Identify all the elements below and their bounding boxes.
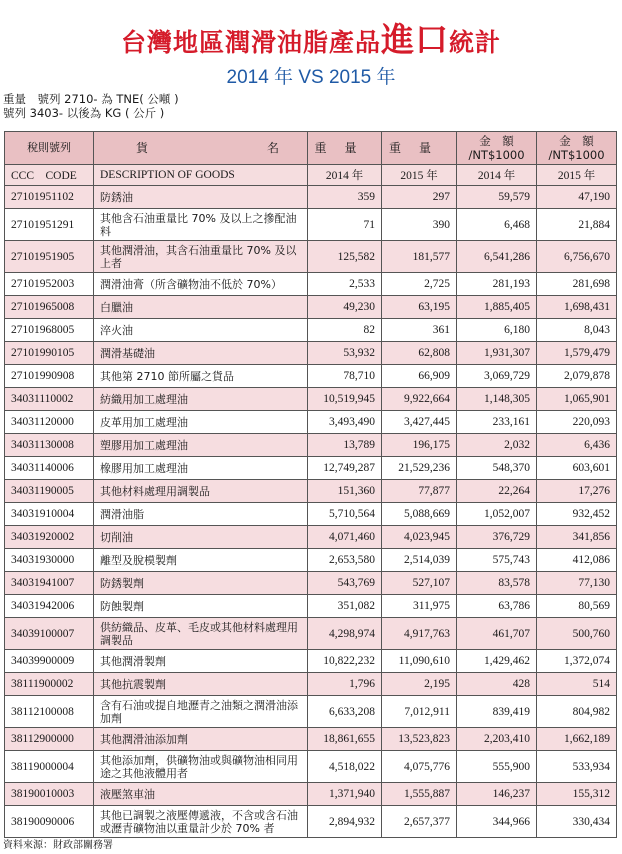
header-description — [94, 132, 308, 165]
cell-amount-2015: 603,601 — [537, 457, 617, 480]
cell-weight-2015: 11,090,610 — [382, 650, 457, 673]
cell-code: 34031140006 — [5, 457, 94, 480]
cell-description: 潤滑油膏（所含礦物油不低於 70%） — [94, 273, 308, 296]
table-row — [5, 503, 617, 526]
cell-description: 其他抗震製劑 — [94, 673, 308, 696]
table-row — [5, 650, 617, 673]
cell-amount-2015: 220,093 — [537, 411, 617, 434]
table-row — [5, 209, 617, 241]
cell-amount-2014: 22,264 — [457, 480, 537, 503]
cell-amount-2015: 1,372,074 — [537, 650, 617, 673]
cell-amount-2015: 500,760 — [537, 618, 617, 650]
cell-weight-2014: 13,789 — [308, 434, 382, 457]
cell-weight-2014: 151,360 — [308, 480, 382, 503]
cell-amount-2014: 1,885,405 — [457, 296, 537, 319]
cell-description: 皮革用加工處理油 — [94, 411, 308, 434]
cell-weight-2014: 71 — [308, 209, 382, 241]
subheader-code: CCC CODE — [5, 165, 94, 186]
header-amount-label: 金 額 — [479, 134, 514, 148]
cell-code: 34031130008 — [5, 434, 94, 457]
subheader-description: DESCRIPTION OF GOODS — [94, 165, 308, 186]
cell-weight-2015: 4,023,945 — [382, 526, 457, 549]
cell-amount-2015: 514 — [537, 673, 617, 696]
cell-amount-2015: 6,436 — [537, 434, 617, 457]
cell-weight-2014: 78,710 — [308, 365, 382, 388]
cell-code: 38190090006 — [5, 806, 94, 838]
cell-code: 34031910004 — [5, 503, 94, 526]
cell-weight-2015: 13,523,823 — [382, 728, 457, 751]
header-weight-2014: 重量 — [308, 132, 382, 165]
cell-weight-2014: 3,493,490 — [308, 411, 382, 434]
cell-amount-2015: 77,130 — [537, 572, 617, 595]
cell-amount-2015: 1,579,479 — [537, 342, 617, 365]
cell-weight-2014: 10,822,232 — [308, 650, 382, 673]
cell-weight-2015: 5,088,669 — [382, 503, 457, 526]
cell-code: 27101951905 — [5, 241, 94, 273]
cell-amount-2014: 2,032 — [457, 434, 537, 457]
cell-weight-2014: 1,796 — [308, 673, 382, 696]
cell-description: 其他材料處理用調製品 — [94, 480, 308, 503]
header-desc-right: 名 — [266, 141, 279, 155]
table-row — [5, 728, 617, 751]
cell-description: 潤滑油脂 — [94, 503, 308, 526]
subheader-amount-2014: 2014 年 — [457, 165, 537, 186]
cell-code: 34031941007 — [5, 572, 94, 595]
cell-weight-2014: 10,519,945 — [308, 388, 382, 411]
cell-amount-2015: 17,276 — [537, 480, 617, 503]
cell-amount-2015: 330,434 — [537, 806, 617, 838]
cell-description: 切削油 — [94, 526, 308, 549]
unit-note-1: 重量 號列 2710- 為 TNE( 公噸 ) — [3, 92, 179, 106]
cell-amount-2014: 461,707 — [457, 618, 537, 650]
unit-note-2: 號列 3403- 以後為 KG ( 公斤 ) — [3, 106, 165, 120]
table-row — [5, 319, 617, 342]
cell-description: 白臘油 — [94, 296, 308, 319]
cell-amount-2014: 344,966 — [457, 806, 537, 838]
cell-description: 潤滑基礎油 — [94, 342, 308, 365]
cell-description: 離型及脫模製劑 — [94, 549, 308, 572]
cell-amount-2014: 2,203,410 — [457, 728, 537, 751]
cell-weight-2015: 297 — [382, 186, 457, 209]
header-amount-2015 — [537, 132, 617, 165]
cell-description: 其他已調製之液壓傳遞液，不含或含石油或瀝青礦物油以重量計少於 70% 者 — [94, 806, 308, 838]
cell-amount-2014: 1,052,007 — [457, 503, 537, 526]
cell-amount-2014: 6,180 — [457, 319, 537, 342]
table-row — [5, 388, 617, 411]
cell-weight-2015: 311,975 — [382, 595, 457, 618]
table-subheader-row — [5, 165, 617, 186]
cell-description: 含有石油或提自地瀝青之油類之潤滑油添加劑 — [94, 696, 308, 728]
cell-weight-2015: 9,922,664 — [382, 388, 457, 411]
cell-weight-2014: 12,749,287 — [308, 457, 382, 480]
cell-weight-2015: 3,427,445 — [382, 411, 457, 434]
header-amount-2014 — [457, 132, 537, 165]
cell-weight-2014: 359 — [308, 186, 382, 209]
cell-amount-2015: 47,190 — [537, 186, 617, 209]
table-row — [5, 480, 617, 503]
table-row — [5, 457, 617, 480]
cell-weight-2015: 66,909 — [382, 365, 457, 388]
cell-code: 38112100008 — [5, 696, 94, 728]
table-row — [5, 806, 617, 838]
cell-code: 34031930000 — [5, 549, 94, 572]
cell-description: 其他潤滑油添加劑 — [94, 728, 308, 751]
cell-code: 34031920002 — [5, 526, 94, 549]
cell-amount-2015: 2,079,878 — [537, 365, 617, 388]
cell-code: 27101952003 — [5, 273, 94, 296]
cell-weight-2014: 2,894,932 — [308, 806, 382, 838]
subheader-weight-2015: 2015 年 — [382, 165, 457, 186]
table-header-row — [5, 132, 617, 165]
cell-code: 27101951291 — [5, 209, 94, 241]
cell-description: 供紡織品、皮革、毛皮或其他材料處理用調製品 — [94, 618, 308, 650]
cell-weight-2014: 1,371,940 — [308, 783, 382, 806]
table-row — [5, 296, 617, 319]
cell-amount-2015: 8,043 — [537, 319, 617, 342]
table-row — [5, 751, 617, 783]
cell-amount-2014: 59,579 — [457, 186, 537, 209]
cell-weight-2014: 5,710,564 — [308, 503, 382, 526]
cell-weight-2015: 2,657,377 — [382, 806, 457, 838]
cell-weight-2015: 2,725 — [382, 273, 457, 296]
table-row — [5, 241, 617, 273]
cell-code: 27101951102 — [5, 186, 94, 209]
cell-code: 27101965008 — [5, 296, 94, 319]
cell-weight-2014: 4,071,460 — [308, 526, 382, 549]
header-code: 稅則號列 — [5, 132, 94, 165]
cell-amount-2015: 21,884 — [537, 209, 617, 241]
cell-weight-2015: 1,555,887 — [382, 783, 457, 806]
cell-weight-2015: 2,195 — [382, 673, 457, 696]
cell-amount-2014: 1,931,307 — [457, 342, 537, 365]
cell-description: 淬火油 — [94, 319, 308, 342]
cell-description: 其他含石油重量比 70% 及以上之摻配油料 — [94, 209, 308, 241]
cell-description: 其他潤滑製劑 — [94, 650, 308, 673]
table-row — [5, 273, 617, 296]
cell-amount-2015: 804,982 — [537, 696, 617, 728]
cell-weight-2014: 2,533 — [308, 273, 382, 296]
cell-code: 38190010003 — [5, 783, 94, 806]
cell-code: 34031942006 — [5, 595, 94, 618]
cell-amount-2015: 281,698 — [537, 273, 617, 296]
cell-code: 38111900002 — [5, 673, 94, 696]
table-row — [5, 783, 617, 806]
cell-weight-2014: 4,518,022 — [308, 751, 382, 783]
cell-weight-2014: 543,769 — [308, 572, 382, 595]
cell-amount-2015: 533,934 — [537, 751, 617, 783]
cell-amount-2015: 932,452 — [537, 503, 617, 526]
cell-weight-2015: 4,075,776 — [382, 751, 457, 783]
table-row — [5, 411, 617, 434]
cell-code: 27101968005 — [5, 319, 94, 342]
cell-amount-2014: 233,161 — [457, 411, 537, 434]
cell-weight-2014: 18,861,655 — [308, 728, 382, 751]
cell-description: 防蝕製劑 — [94, 595, 308, 618]
cell-weight-2014: 6,633,208 — [308, 696, 382, 728]
title-emphasis: 進口 — [381, 20, 449, 59]
title-part2: 統計 — [449, 28, 502, 57]
cell-weight-2015: 77,877 — [382, 480, 457, 503]
page-title — [0, 14, 622, 61]
cell-description: 紡織用加工處理油 — [94, 388, 308, 411]
table-row — [5, 696, 617, 728]
cell-amount-2014: 555,900 — [457, 751, 537, 783]
cell-amount-2014: 63,786 — [457, 595, 537, 618]
cell-amount-2014: 376,729 — [457, 526, 537, 549]
cell-amount-2014: 83,578 — [457, 572, 537, 595]
cell-code: 34031120000 — [5, 411, 94, 434]
cell-amount-2015: 6,756,670 — [537, 241, 617, 273]
cell-amount-2014: 575,743 — [457, 549, 537, 572]
title-part1: 台灣地區潤滑油脂產品 — [120, 28, 381, 57]
import-statistics-table — [4, 131, 616, 838]
cell-description: 塑膠用加工處理油 — [94, 434, 308, 457]
subheader-weight-2014: 2014 年 — [308, 165, 382, 186]
cell-weight-2014: 4,298,974 — [308, 618, 382, 650]
cell-weight-2014: 125,582 — [308, 241, 382, 273]
table-row — [5, 526, 617, 549]
cell-amount-2014: 6,541,286 — [457, 241, 537, 273]
cell-description: 橡膠用加工處理油 — [94, 457, 308, 480]
cell-description: 其他添加劑，供礦物油或與礦物油相同用途之其他液體用者 — [94, 751, 308, 783]
cell-code: 34039100007 — [5, 618, 94, 650]
cell-amount-2014: 281,193 — [457, 273, 537, 296]
cell-code: 27101990908 — [5, 365, 94, 388]
table-row — [5, 572, 617, 595]
cell-code: 34039900009 — [5, 650, 94, 673]
cell-description: 防銹油 — [94, 186, 308, 209]
cell-description: 其他第 2710 節所屬之貨品 — [94, 365, 308, 388]
cell-weight-2015: 7,012,911 — [382, 696, 457, 728]
cell-amount-2014: 146,237 — [457, 783, 537, 806]
data-source: 資料來源：財政部關務署 — [3, 840, 113, 851]
cell-amount-2014: 839,419 — [457, 696, 537, 728]
cell-amount-2015: 412,086 — [537, 549, 617, 572]
cell-amount-2014: 1,429,462 — [457, 650, 537, 673]
cell-code: 34031190005 — [5, 480, 94, 503]
cell-weight-2015: 527,107 — [382, 572, 457, 595]
cell-code: 34031110002 — [5, 388, 94, 411]
table-row — [5, 365, 617, 388]
cell-weight-2014: 2,653,580 — [308, 549, 382, 572]
cell-weight-2014: 82 — [308, 319, 382, 342]
cell-amount-2014: 3,069,729 — [457, 365, 537, 388]
cell-weight-2014: 53,932 — [308, 342, 382, 365]
table-row — [5, 595, 617, 618]
cell-weight-2015: 21,529,236 — [382, 457, 457, 480]
header-amount-unit: /NT$1000 — [548, 148, 605, 162]
cell-description: 其他潤滑油，其含石油重量比 70% 及以上者 — [94, 241, 308, 273]
cell-weight-2014: 351,082 — [308, 595, 382, 618]
table-row — [5, 618, 617, 650]
cell-code: 38112900000 — [5, 728, 94, 751]
cell-weight-2014: 49,230 — [308, 296, 382, 319]
table-row — [5, 673, 617, 696]
cell-weight-2015: 63,195 — [382, 296, 457, 319]
cell-code: 27101990105 — [5, 342, 94, 365]
cell-weight-2015: 181,577 — [382, 241, 457, 273]
cell-amount-2015: 80,569 — [537, 595, 617, 618]
subheader-amount-2015: 2015 年 — [537, 165, 617, 186]
cell-weight-2015: 62,808 — [382, 342, 457, 365]
table-row — [5, 549, 617, 572]
cell-weight-2015: 361 — [382, 319, 457, 342]
cell-weight-2015: 390 — [382, 209, 457, 241]
unit-notes — [3, 92, 179, 120]
header-amount-label: 金 額 — [559, 134, 594, 148]
page-subtitle: 2014 年 VS 2015 年 — [226, 67, 396, 88]
cell-amount-2014: 1,148,305 — [457, 388, 537, 411]
cell-description: 防銹製劑 — [94, 572, 308, 595]
header-weight-2015: 重量 — [382, 132, 457, 165]
cell-amount-2014: 6,468 — [457, 209, 537, 241]
header-desc-left: 貨 — [136, 141, 149, 155]
cell-weight-2015: 2,514,039 — [382, 549, 457, 572]
cell-amount-2015: 341,856 — [537, 526, 617, 549]
cell-amount-2015: 1,065,901 — [537, 388, 617, 411]
cell-amount-2015: 155,312 — [537, 783, 617, 806]
table-row — [5, 342, 617, 365]
cell-weight-2015: 4,917,763 — [382, 618, 457, 650]
cell-amount-2015: 1,698,431 — [537, 296, 617, 319]
cell-amount-2014: 548,370 — [457, 457, 537, 480]
cell-amount-2015: 1,662,189 — [537, 728, 617, 751]
table-row — [5, 434, 617, 457]
cell-code: 38119000004 — [5, 751, 94, 783]
cell-amount-2014: 428 — [457, 673, 537, 696]
cell-description: 液壓煞車油 — [94, 783, 308, 806]
header-amount-unit: /NT$1000 — [468, 148, 525, 162]
table-row — [5, 186, 617, 209]
cell-weight-2015: 196,175 — [382, 434, 457, 457]
